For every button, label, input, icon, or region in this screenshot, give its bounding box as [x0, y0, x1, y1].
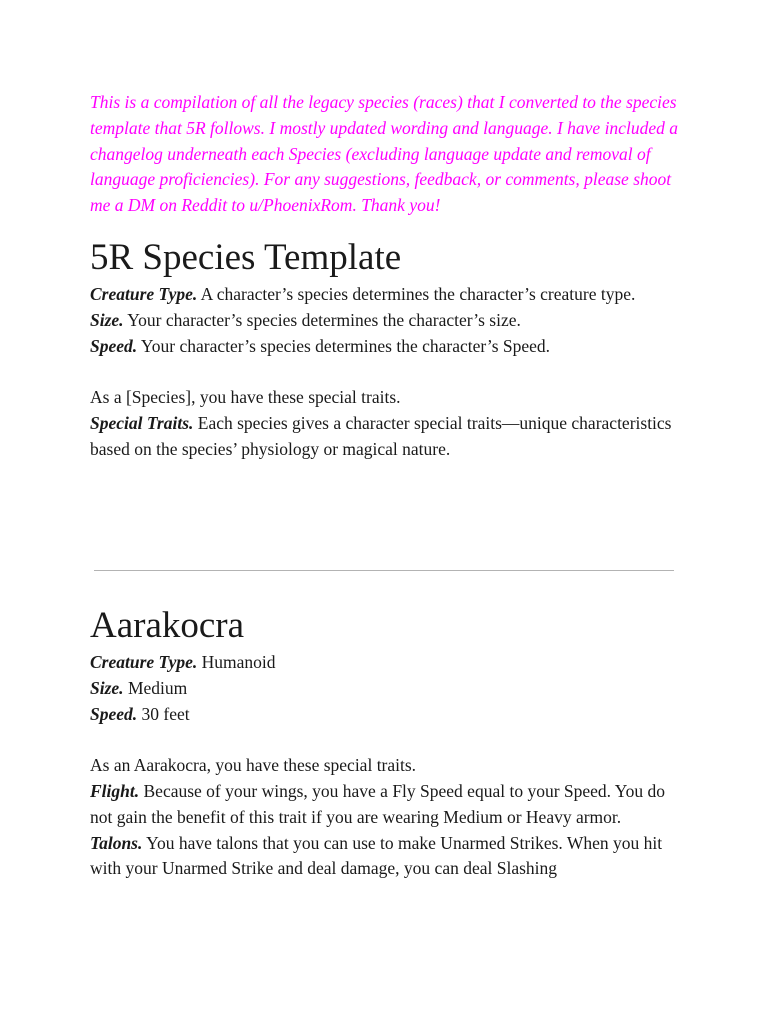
template-creature-type — [90, 282, 680, 308]
talons-text: You have talons that you can use to make Unarmed Strikes. When you hit with your Unarmed Strike and deal damage, you can deal Slashing — [90, 832, 663, 879]
aarakocra-flight — [90, 779, 680, 831]
aarakocra-talons — [90, 831, 680, 883]
size-text: Medium — [123, 677, 188, 698]
speed-text: 30 feet — [137, 703, 190, 724]
size-label: Size. — [90, 677, 124, 698]
aarakocra-traits-intro: As an Aarakocra, you have these special traits. — [90, 755, 417, 776]
section-divider — [94, 570, 674, 571]
aarakocra-stats — [90, 650, 680, 882]
special-traits-label: Special Traits. — [90, 412, 194, 433]
aarakocra-heading: Aarakocra — [90, 605, 245, 646]
speed-text: Your character’s species determines the character’s Speed. — [137, 335, 551, 356]
flight-label: Flight. — [90, 780, 140, 801]
speed-label: Speed. — [90, 703, 138, 724]
special-traits-text: Each species gives a character special traits—unique characteristics based on the species’ physiology or magical nature. — [90, 412, 672, 459]
aarakocra-size — [90, 676, 680, 702]
intro-paragraph: This is a compilation of all the legacy species (races) that I converted to the species template that 5R follows. I mostly updated wording and language. I have included a changelog underneath each Species (excluding language update and removal of language proficiencies). For any suggestions, feedback, or comments, please shoot me a DM on Reddit to u/PhoenixRom. Thank you! — [90, 92, 678, 216]
template-speed — [90, 334, 680, 360]
template-size — [90, 308, 680, 334]
creature-type-text: Humanoid — [197, 652, 276, 672]
template-stats — [90, 282, 680, 463]
template-traits-intro: As a [Species], you have these special traits. — [90, 387, 401, 408]
template-special-traits — [90, 411, 680, 463]
template-heading: 5R Species Template — [90, 236, 402, 278]
creature-type-label: Creature Type. — [90, 652, 198, 672]
document-page — [90, 90, 680, 463]
aarakocra-section — [90, 604, 680, 882]
speed-label: Speed. — [90, 335, 138, 356]
creature-type-label: Creature Type. — [90, 283, 198, 304]
aarakocra-creature-type — [90, 650, 680, 676]
talons-label: Talons. — [90, 832, 143, 853]
size-text: Your character’s species determines the character’s size. — [123, 309, 521, 330]
creature-type-text: A character’s species determines the character’s creature type. — [197, 283, 636, 304]
size-label: Size. — [90, 309, 124, 330]
aarakocra-speed — [90, 702, 680, 728]
flight-text: Because of your wings, you have a Fly Speed equal to your Speed. You do not gain the benefit of this trait if you are wearing Medium or Heavy armor. — [90, 780, 666, 827]
